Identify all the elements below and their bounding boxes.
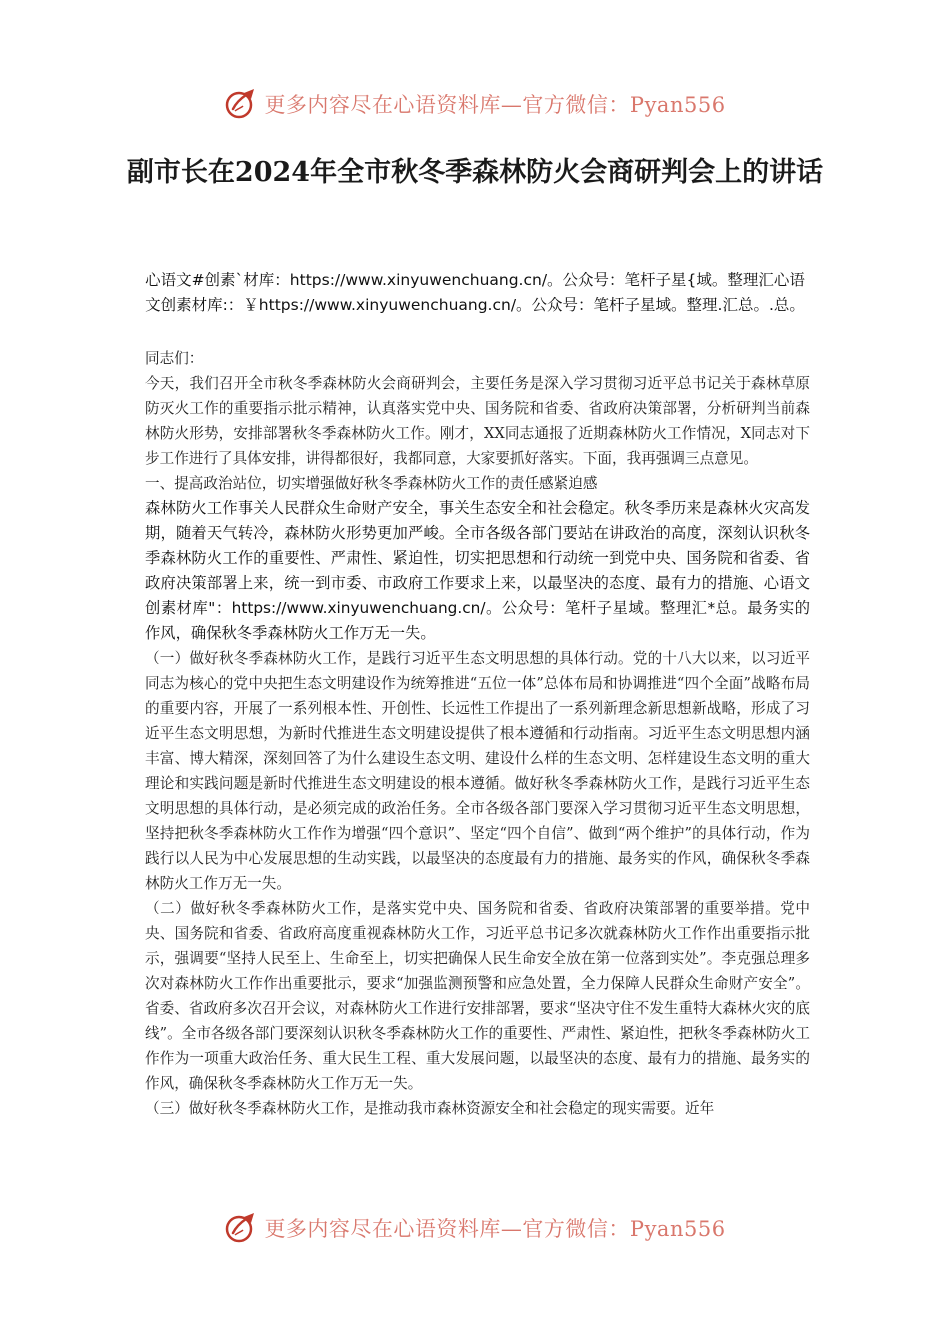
paragraph-intro: 今天，我们召开全市秋冬季森林防火会商研判会，主要任务是深入学习贯彻习近平总书记关于森林草原防灭火工作的重要指示批示精神，认真落实党中央、国务院和省委、省政府决策部署，分析研判当前森林防火形势，安排部署秋冬季森林防火工作。刚才，XX同志通报了近期森林防火工作情况，X同志对下步工作进行了具体安排，讲得都很好，我都同意，大家要抓好落实。下面，我再强调三点意见。 — [145, 375, 810, 467]
paragraph-point-1: （一）做好秋冬季森林防火工作，是践行习近平生态文明思想的具体行动。党的十八大以来，以习近平同志为核心的党中央把生态文明建设作为统筹推进“五位一体”总体布局和协调推进“四个全面”战略布局的重要内容，开展了一系列根本性、开创性、长远性工作提出了一系列新理念新思想新战略，形成了习近平生态文明思想，为新时代推进生态文明建设提供了根本遵循和行动指南。习近平生态文明思想内涵丰富、博大精深，深刻回答了为什么建设生态文明、建设什么样的生态文明、怎样建设生态文明的重大理论和实践问题是新时代推进生态文明建设的根本遵循。做好秋冬季森林防火工作，是践行习近平生态文明思想的具体行动，是必须完成的政治任务。全市各级各部门要深入学习贯彻习近平生态文明思想，坚持把秋冬季森林防火工作作为增强“四个意识”、坚定“四个自信”、做到“两个维护”的具体行动，作为践行以人民为中心发展思想的生动实践，以最坚决的态度最有力的措施、最务实的作风，确保秋冬季森林防火工作万无一失。 — [145, 650, 810, 892]
footer-banner — [0, 1208, 950, 1248]
header-banner — [0, 84, 950, 124]
pen-logo-icon — [224, 1211, 258, 1245]
paragraph-point-3: （三）做好秋冬季森林防火工作，是推动我市森林资源安全和社会稳定的现实需要。近年 — [145, 1100, 715, 1117]
pen-logo-icon — [224, 87, 258, 121]
document-body — [145, 346, 810, 1121]
section-heading-1: 一、提高政治站位，切实增强做好秋冬季森林防火工作的责任感紧迫感 — [145, 475, 598, 492]
document-title: 副市长在2024年全市秋冬季森林防火会商研判会上的讲话 — [126, 157, 824, 188]
salutation: 同志们： — [145, 350, 204, 367]
banner-text: 更多内容尽在心语资料库—官方微信：Pyan556 — [264, 1217, 726, 1241]
source-notice: 心语文#创素`材库：https://www.xinyuwenchuang.cn/。公众号：笔杆子星{域。整理汇心语文创素材库:：￥https://www.xinyuwenchuang.cn/。公众号：笔杆子星域。整理.汇总。.总。 — [145, 271, 805, 314]
paragraph-section-1: 森林防火工作事关人民群众生命财产安全，事关生态安全和社会稳定。秋冬季历来是森林火灾高发期，随着天气转冷，森林防火形势更加严峻。全市各级各部门要站在讲政治的高度，深刻认识秋冬季森林防火工作的重要性、严肃性、紧迫性，切实把思想和行动统一到党中央、国务院和省委、省政府决策部署上来，统一到市委、市政府工作要求上来，以最坚决的态度、最有力的措施、心语文创素材库"：https://www.xinyuwenchuang.cn/。公众号：笔杆子星域。整理汇*总。最务实的作风，确保秋冬季森林防火工作万无一失。 — [145, 499, 810, 642]
paragraph-point-2: （二）做好秋冬季森林防火工作，是落实党中央、国务院和省委、省政府决策部署的重要举措。党中央、国务院和省委、省政府高度重视森林防火工作，习近平总书记多次就森林防火工作作出重要指示批示，强调要“坚持人民至上、生命至上，切实把确保人民生命安全放在第一位落到实处”。李克强总理多次对森林防火工作作出重要批示，要求“加强监测预警和应急处置，全力保障人民群众生命财产安全”。省委、省政府多次召开会议，对森林防火工作进行安排部署，要求“坚决守住不发生重特大森林火灾的底线”。全市各级各部门要深刻认识秋冬季森林防火工作的重要性、严肃性、紧迫性，把秋冬季森林防火工作作为一项重大政治任务、重大民生工程、重大发展问题，以最坚决的态度、最有力的措施、最务实的作风，确保秋冬季森林防火工作万无一失。 — [145, 900, 810, 1092]
banner-text: 更多内容尽在心语资料库—官方微信：Pyan556 — [264, 93, 726, 117]
